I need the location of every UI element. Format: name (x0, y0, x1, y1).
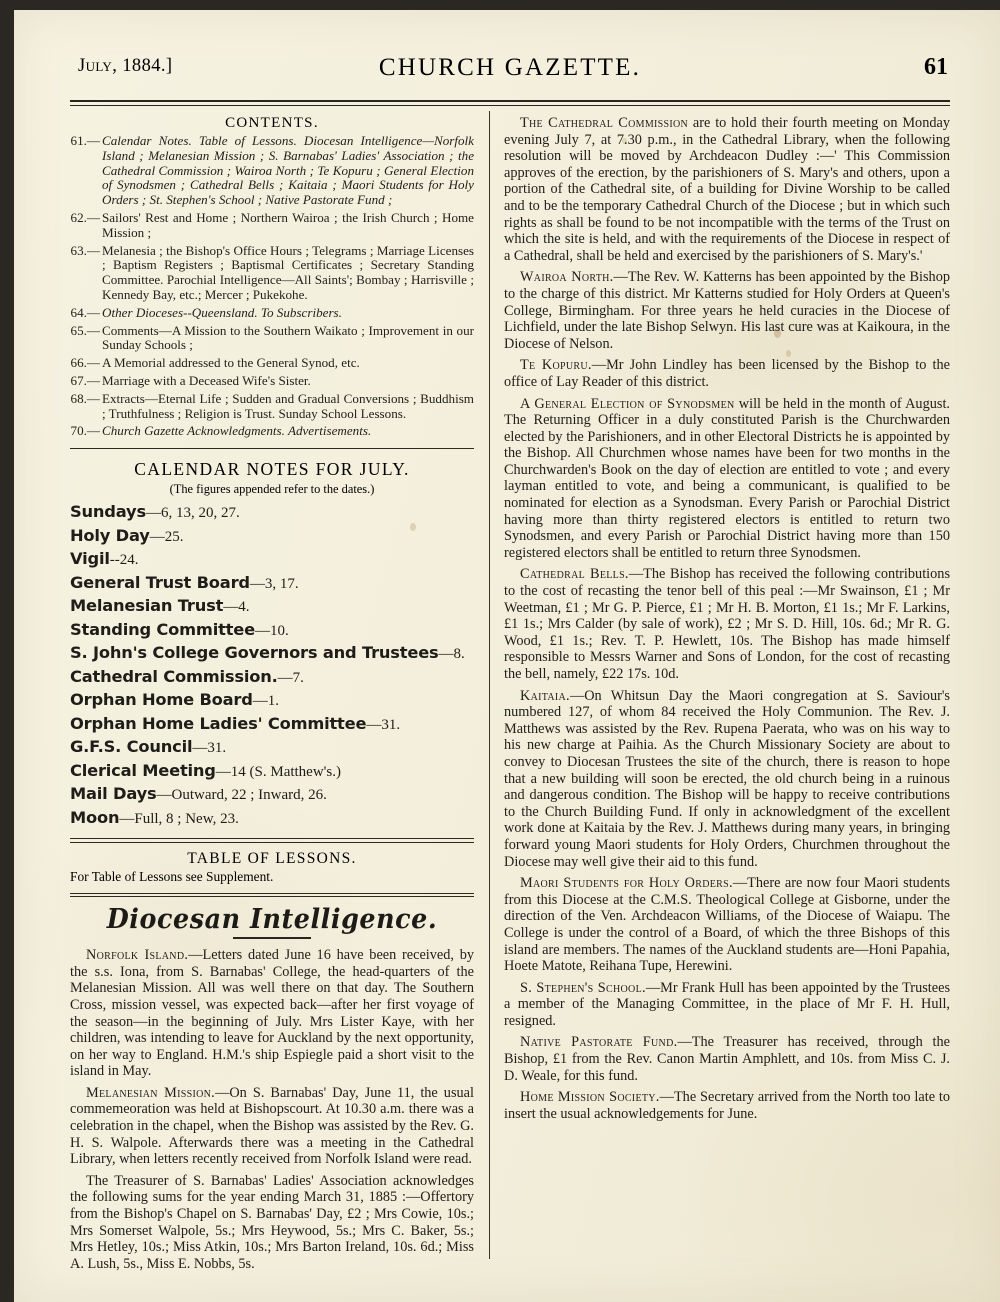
calendar-item (70, 525, 474, 549)
contents-entry (70, 244, 474, 303)
contents-entry-text: Other Dioceses--Queensland. To Subscribers. (102, 304, 342, 320)
calendar-item (70, 548, 474, 572)
calendar-heading: CALENDAR NOTES FOR JULY. (134, 459, 410, 480)
calendar-item-value: —6, 13, 20, 27. (145, 505, 240, 522)
calendar-item (70, 642, 474, 666)
article-body: —Letters dated June 16 have been received, by the s.s. Iona, from S. Barnabas' College, the head-quarters of the Melanesian Mission. All was well there on that day. The Southern Cross, mission vessel, was expected back—after her first voyage of the season—in the beginning of July. Mrs Lister Kaye, with her children, was intending to leave for Auckland by the next opportunity, on her way to England. H.M.'s ship Espiegle paid a short visit to the island in May. (70, 947, 475, 1080)
calendar-item-label: Orphan Home Board (70, 690, 253, 710)
contents-heading: CONTENTS. (225, 115, 319, 131)
calendar-item-value: —25. (149, 528, 184, 545)
contents-entry (70, 134, 474, 208)
contents-entry (70, 424, 474, 439)
section-rule (70, 893, 474, 898)
two-column-layout (70, 115, 951, 1272)
article-lead-in: A General Election of Synodsmen (520, 395, 735, 412)
calendar-item-label: Orphan Home Ladies' Committee (70, 713, 367, 733)
article-paragraph (504, 688, 950, 871)
article-paragraph (504, 115, 950, 264)
contents-entry (70, 392, 474, 422)
calendar-item (70, 736, 474, 760)
article-paragraph (70, 1085, 474, 1168)
contents-entry (70, 324, 474, 354)
article-body: —The Secretary arrived from the North too late to insert the usual acknowledgements for June. (504, 1089, 950, 1122)
contents-entry-number: 66.— (70, 355, 100, 371)
calendar-item-value: —10. (254, 622, 289, 639)
scanned-page (14, 10, 1000, 1302)
article-body: —On S. Barnabas' Day, June 11, the usual commemeoration was held at Bishopscourt. At 10.30 a.m. there was a celebration in the chapel, when the Bishop was assisted by the Rev. G. H. S. Walpole. Afterwards there was a meeting in the Cathedral Library, when letters recently received from Norfolk Island were read. (70, 1084, 474, 1168)
masthead (70, 56, 950, 94)
calendar-item-label: Melanesian Trust (70, 596, 224, 616)
article-lead-in: Home Mission Society. (520, 1089, 660, 1106)
calendar-item (70, 666, 474, 690)
article-lead-in: Wairoa North. (520, 269, 614, 286)
contents-entry-text: Melanesia ; the Bishop's Office Hours ; Telegrams ; Marriage Licenses ; Baptism Registers ; Baptismal Certificates ; Secretary Standing Committee. Parochial Intelligence—All Saints'; Bombay ; Harrisville ; Kennedy Bay, etc.; Mercer ; Pukekohe. (102, 242, 474, 302)
calendar-item (70, 572, 474, 596)
contents-entry-text: Calendar Notes. Table of Lessons. Diocesan Intelligence—Norfolk Island ; Melanesian Mission ; S. Barnabas' Ladies' Association ; the Cathedral Commission ; Wairoa North ; Te Kopuru ; General Election of Synodsmen ; Cathedral Bells ; Kaitaia ; Maori Students for Holy Orders ; St. Stephen's School ; Native Pastorate Fund ; (102, 133, 474, 208)
contents-entry-text: A Memorial addressed to the General Synod, etc. (102, 355, 360, 371)
calendar-item-value: —Outward, 22 ; Inward, 26. (156, 787, 327, 804)
contents-entry-text: Sailors' Rest and Home ; Northern Wairoa ; the Irish Church ; Home Mission ; (102, 209, 474, 240)
contents-entry (70, 306, 474, 321)
lessons-note: For Table of Lessons see Supplement. (70, 868, 274, 884)
article-lead-in: Norfolk Island. (86, 947, 189, 964)
right-column (504, 115, 950, 1122)
article-lead-in: Native Pastorate Fund. (520, 1034, 678, 1051)
calendar-item (70, 783, 474, 807)
article-lead-in: Te Kopuru. (520, 357, 592, 374)
article-paragraph (504, 1089, 950, 1122)
calendar-item-value: —31. (366, 716, 401, 733)
article-paragraph (504, 980, 950, 1030)
article-body: The Treasurer of S. Barnabas' Ladies' Association acknowledges the following sums for the year ending March 31, 1885 :—Offertory from the Bishop's Chapel on S. Barnabas' Day, £2 ; Mrs Cowie, 10s.; Mrs Somerset Walpole, 5s.; Mrs Heywood, 5s.; Mrs C. Baker, 5s.; Mrs Hetley, 10s.; Miss Atkin, 10s.; Mrs Barton Ireland, 10s. 6d.; Miss A. Lush, 5s., Miss E. Nobbs, 5s. (70, 1172, 474, 1272)
contents-entry (70, 211, 474, 241)
left-column (70, 115, 474, 1272)
calendar-item-value: —4. (223, 599, 250, 616)
calendar-item (70, 760, 474, 784)
contents-entry-number: 64.— (70, 304, 100, 320)
calendar-item-label: Clerical Meeting (70, 760, 216, 780)
calendar-item (70, 713, 474, 737)
contents-entry-number: 65.— (70, 322, 100, 338)
article-lead-in: Maori Students for Holy Orders. (520, 875, 733, 892)
lessons-heading: TABLE OF LESSONS. (187, 849, 357, 867)
contents-entry-number: 68.— (70, 390, 100, 406)
article-body: —Mr Frank Hull has been appointed by the Trustees a member of the Managing Committee, in the place of Mr F. H. Hull, resigned. (504, 979, 951, 1029)
calendar-item (70, 595, 474, 619)
column-divider (489, 111, 490, 1259)
contents-entry-number: 70.— (70, 423, 100, 439)
contents-entry-number: 61.— (70, 133, 100, 148)
article-body: —There are now four Maori students from this Diocese at the C.M.S. Theological College at Gisborne, under the direction of the Ven. Archdeacon Williams, of the Diocese of Waiapu. The College is under the control of a Board, of which the three Bishops of this island are members. The names of the Auckland students are—Honi Papahia, Hoete Matote, Reihana Tupe, Herewini. (504, 875, 951, 975)
calendar-item-value: —31. (192, 740, 227, 757)
article-paragraph (504, 566, 950, 682)
contents-entry-text: Comments—A Mission to the Southern Waikato ; Improvement in our Sunday Schools ; (102, 322, 474, 353)
calendar-item-label: G.F.S. Council (70, 737, 193, 757)
issue-date: July, 1884.] (78, 56, 173, 76)
contents-entry-number: 63.— (70, 242, 100, 258)
calendar-item-value: —14 (S. Matthew's.) (215, 763, 341, 780)
section-rule (70, 448, 474, 449)
section-rule (70, 838, 474, 843)
calendar-item-value: —7. (277, 669, 304, 686)
contents-entry-text: Extracts—Eternal Life ; Sudden and Gradual Conversions ; Buddhism ; Truthfulness ; Religion is Trust. Sunday School Lessons. (102, 390, 474, 421)
contents-entry (70, 356, 474, 371)
calendar-item-label: Sundays (70, 502, 146, 522)
calendar-item-label: Mail Days (70, 784, 157, 804)
diocesan-intelligence-heading: Diocesan Intelligence. (106, 904, 438, 936)
page-number: 61 (924, 54, 948, 80)
article-lead-in: The Cathedral Commission (520, 115, 689, 131)
calendar-item-value: —8. (438, 646, 465, 663)
article-lead-in: S. Stephen's School. (520, 979, 646, 996)
contents-list (70, 134, 474, 439)
contents-entry-number: 62.— (70, 209, 100, 225)
calendar-item-value: —1. (252, 693, 279, 710)
article-paragraph (504, 396, 950, 562)
calendar-item-label: Vigil (70, 549, 110, 569)
calendar-item-value: —Full, 8 ; New, 23. (119, 810, 239, 827)
article-body: are to hold their fourth meeting on Monday evening July 7, at 7.30 p.m., in the Cathedral Library, when the following resolution will be moved by Archdeacon Dudley :—' This Commission approves of the erection, by the parishioners of S. Mary's and others, upon a portion of the Cathedral site, of a building for Divine Worship to be called and to be the temporary Cathedral Church of the Diocese ; but in which such rights as shall be found to be not incompatible with the terms of the Trust on which the site is held, and with the requirements of the Diocese in respect of a Cathedral, shall be held and exercised by the parishioners of S. Mary's.' (504, 115, 950, 264)
calendar-list (70, 501, 474, 830)
calendar-item-label: Holy Day (70, 525, 150, 545)
article-paragraph (70, 1173, 474, 1273)
article-lead-in: Kaitaia. (520, 687, 570, 704)
calendar-item (70, 619, 474, 643)
calendar-item-label: Standing Committee (70, 619, 255, 639)
masthead-rule (70, 100, 950, 106)
article-body: —The Treasurer has received, through the Bishop, £1 from the Rev. Canon Martin Amphlett, and 10s. from Miss C. J. D. Weale, for this fund. (504, 1034, 950, 1084)
article-paragraph (504, 875, 950, 975)
article-body: —Mr John Lindley has been licensed by the Bishop to the office of Lay Reader of this district. (504, 357, 950, 390)
contents-entry (70, 374, 474, 389)
contents-entry-text: Church Gazette Acknowledgments. Advertisements. (102, 423, 372, 439)
contents-entry-text: Marriage with a Deceased Wife's Sister. (102, 372, 311, 388)
calendar-item-label: Cathedral Commission. (70, 666, 278, 686)
calendar-item (70, 689, 474, 713)
article-lead-in: Cathedral Bells. (520, 566, 629, 583)
publication-title: CHURCH GAZETTE. (378, 54, 642, 81)
article-body: —The Rev. W. Katterns has been appointed by the Bishop to the charge of this district. Mr Katterns studied for Holy Orders at Queen's College, Birmingham. For three years he held curacies in the Diocese of Lichfield, under the late Bishop Selwyn. His last cure was at Kaikoura, in the Diocese of Nelson. (504, 269, 950, 352)
article-paragraph (70, 947, 474, 1080)
article-paragraph (504, 269, 950, 352)
article-body: —The Bishop has received the following contributions to the cost of recasting the tenor bell of this peal :—Mr Swainson, £1 ; Mr Weetman, £1 ; Mr G. P. Pierce, £1 ; Mr H. B. Morton, £1 1s.; Mr F. Larkins, £1 1s.; Mrs Calder (by sale of work), £2 ; Mr S. D. Hill, 10s. 6d.; Mr R. G. Wood, £1 1s.; Rev. T. P. Hewlett, 10s. The Bishop has made himself responsible to Messrs Warner and Sons of London, for the cost of recasting the bell, namely, £22 17s. 10d. (504, 566, 951, 682)
calendar-subheading: (The figures appended refer to the dates.) (169, 482, 375, 497)
article-body: will be held in the month of August. The Returning Officer in a duly constituted Parish is the Churchwarden elected by the Parishioners, and in other Electoral Districts he is appointed by the Bishop. All Churchmen whose names have been for two months in the Churchwarden's Book on the day of election are entitled to vote ; and every layman entitled to vote, and being a communicant, is qualified to be nominated for election as a Synodsman. Every Parish or Parochial District having more than thirty registered electors is entitled to return two Synodsmen, and every Parish or Parochial District having more than 150 registered electors shall be entitled to return three Synodsmen. (504, 395, 950, 561)
calendar-item-value: --24. (109, 552, 139, 569)
article-paragraph (504, 357, 950, 390)
calendar-item-label: General Trust Board (70, 572, 250, 592)
article-lead-in: Melanesian Mission. (86, 1084, 216, 1101)
article-body: —On Whitsun Day the Maori congregation at S. Saviour's numbered 127, of whom 84 received the Holy Communion. The Rev. J. Matthews was assisted by the Rev. Rupena Paerata, who was on his way to his new charge at Paihia. As the Church Missionary Society are about to convey to Diocesan Trustees the site of the church, there is reason to hope that a new building will soon be erected, the old church being in a ruinous and dangerous condition. The Bishop will be happy to receive contributions to the Church Building Fund. If only in acknowledgment of the excellent work done at Kaitaia by the Rev. J. Matthews during many years, in bringing forward young Maori students for Holy Orders, Churchmen throughout the Diocese may well give their aid to this fund. (504, 687, 950, 870)
calendar-item (70, 501, 474, 525)
contents-entry-number: 67.— (70, 372, 100, 388)
calendar-item-label: S. John's College Governors and Trustees (70, 643, 439, 663)
calendar-item-value: —3, 17. (249, 575, 299, 592)
calendar-item (70, 807, 474, 831)
article-paragraph (504, 1034, 950, 1084)
heading-dash-rule (233, 937, 311, 939)
calendar-item-label: Moon (70, 807, 120, 827)
